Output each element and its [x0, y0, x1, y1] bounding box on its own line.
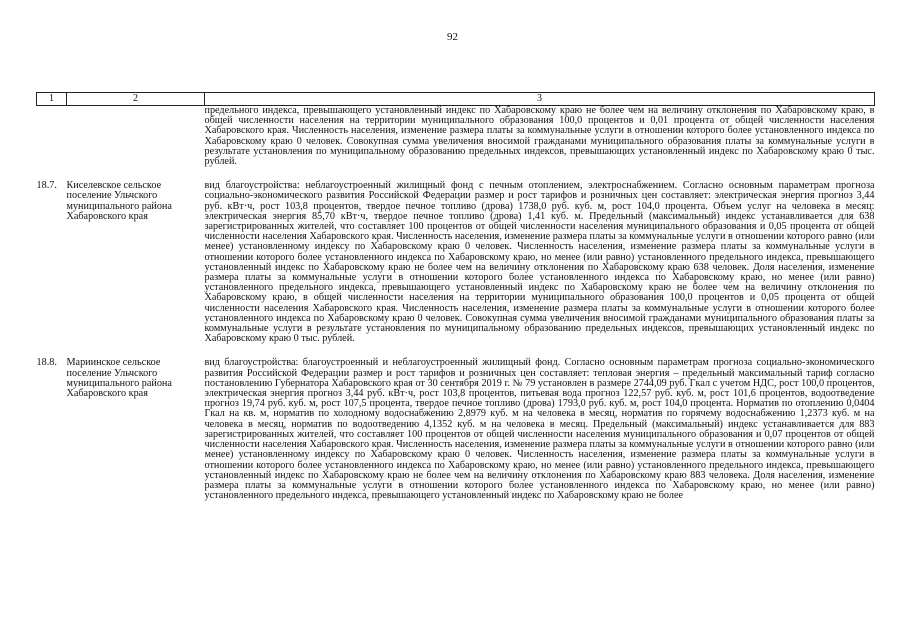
- municipality-name: [67, 106, 205, 168]
- municipality-name: Мариинское сельское поселение Ульчского муниципального района Хабаровского края: [66, 357, 172, 400]
- row-gap: [37, 344, 875, 358]
- row-description: предельного индекса, превышающего установленный индекс по Хабаровскому краю не более чем на величину отклонения по Хабаровскому краю, в общей численности населения на территории муниципального образования 100,0 процентов и 0,01 процента от общей численности населения Хабаровского края. Численность населения, изменение размера платы за коммунальные услуги в отношении которого более установленного индекса по Хабаровскому краю 0 человек. Совокупная сумма увеличения вносимой гражданами муниципального образования платы за коммунальные услуги в результате установления по муниципальному образованию предельных индексов, превышающих установленный индекс по Хабаровскому краю 0 тыс. рублей.: [204, 105, 875, 168]
- row-number: [37, 106, 67, 168]
- page-number: 92: [447, 31, 458, 43]
- row-gap: [37, 167, 875, 181]
- header-col-2: 2: [67, 93, 205, 106]
- row-number: 18.8.: [36, 357, 57, 369]
- table-header: [37, 93, 875, 106]
- document-table: [36, 92, 875, 501]
- table-row-18-7: [37, 181, 875, 344]
- header-col-1: 1: [37, 93, 67, 106]
- municipality-name: Киселевское сельское поселение Ульчского муниципального района Хабаровского края: [66, 180, 172, 222]
- row-number: 18.7.: [36, 180, 57, 192]
- header-col-3: 3: [205, 93, 875, 106]
- row-description: вид благоустройства: благоустроенный и неблагоустроенный жилищный фонд. Согласно основным параметрам прогноза социально-экономического развития Российской Федерации размер и рост тарифов и розничных цен составляет: тепловая энергия – предельный максимальный тариф согласно постановлению Губернатора Хабаровского края от 30 сентября 2019 г. № 79 установлен в размере 2744,09 руб. Гкал с учетом НДС, рост 100,0 процентов, электрическая энергия прогноз 3,44 руб. кВт·ч, рост 103,8 процентов, питьевая вода прогноз 122,57 руб. куб. м, рост 101,6 процентов, водоотведение прогноз 19,74 руб. куб. м, рост 107,5 процента, твердое печное топливо (дрова) 1793,0 руб. куб. м, рост 104,0 процента. Норматив по отоплению 0,0404 Гкал на кв. м, норматив по холодному водоснабжению 2,8979 куб. м на человека в месяц, норматив по горячему водоснабжению 1,2373 куб. м на человека в месяц, норматив по водоотведению 4,1352 куб. м на человека в месяц. Предельный (максимальный) индекс устанавливается для 883 зарегистрированных жителей, что составляет 100 процентов от общей численности населения муниципального образования и 0,07 процентов от общей численности населения Хабаровского края. Численность населения, изменение размера платы за коммунальные услуги в отношении которого равно (или менее) установленному индексу по Хабаровскому краю 0 человек. Численность населения, изменение размера платы за коммунальные услуги в отношении которого более установленного индекса по Хабаровскому краю, но менее (или равно) установленного предельного индекса, превышающего установленный индекс по Хабаровскому краю не более чем на величину отклонения по Хабаровскому краю 883 человека. Доля населения, изменение размера платы за коммунальные услуги в отношении которого более установленного индекса по Хабаровскому краю, но менее (или равно) установленного предельного индекса, превышающего установленный индекс по Хабаровскому краю не более: [204, 357, 875, 502]
- table-row-18-8: [37, 358, 875, 501]
- row-description: вид благоустройства: неблагоустроенный жилищный фонд с печным отоплением, электроснабжением. Согласно основным параметрам прогноза социально-экономического развития Российской Федерации размер и рост тарифов и розничных цен составляет: электрическая энергия прогноз 3,44 руб. кВт·ч, рост 103,8 процентов, твердое печное топливо (дрова) 1738,0 руб. куб. м, рост 104,0 процента. Объем услуг на человека в месяц: электрическая энергия 85,70 кВт·ч, твердое печное топливо (дрова) 1,41 куб. м. Предельный (максимальный) индекс устанавливается для 638 зарегистрированных жителей, что составляет 100 процентов от общей численности населения муниципального образования и 0,05 процента от общей численности населения Хабаровского края. Численность населения, изменение размера платы за коммунальные услуги в отношении которого равно (или менее) установленному индексу по Хабаровскому краю 0 человек. Численность населения, изменение размера платы за коммунальные услуги в отношении которого более установленного индекса по Хабаровскому краю, но менее (или равно) установленного предельного индекса, превышающего установленный индекс по Хабаровскому краю не более чем на величину отклонения по Хабаровскому краю 638 человек. Доля населения, изменение размера платы за коммунальные услуги в отношении которого более установленного индекса по Хабаровскому краю, но менее (или равно) установленного предельного индекса, превышающего установленный индекс по Хабаровскому краю не более чем на величину отклонения по Хабаровскому краю, в общей численности населения на территории муниципального образования 100,0 процентов и 0,05 процента от общей численности населения Хабаровского края. Численность населения, изменение размера платы за коммунальные услуги в отношении которого более установленного индекса по Хабаровскому краю 0 человек. Совокупная сумма увеличения вносимой гражданами муниципального образования платы за коммунальные услуги в результате установления по муниципальному образованию предельных индексов, превышающих установленный индекс по Хабаровскому краю 0 тыс. рублей.: [204, 180, 875, 345]
- table-row-continuation: [37, 106, 875, 168]
